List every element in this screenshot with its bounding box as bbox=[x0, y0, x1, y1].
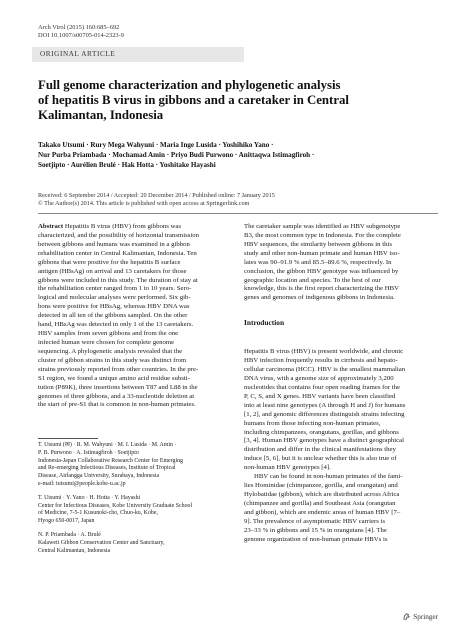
footnote-divider bbox=[38, 438, 98, 439]
intro-line: 23–33 % in gibbons and 15 % in orangutans [4]. The bbox=[244, 526, 387, 534]
abstract-line: knowledge, this is the first report characterizing the HBV bbox=[244, 285, 400, 293]
abstract-line: logical and molecular analyses were performed. Six gib- bbox=[38, 294, 191, 302]
abstract-line: antigen (HBsAg) on arrival and 13 caretakers for those bbox=[38, 267, 187, 275]
intro-line: [1, 2], and genomic differences distinguish strains infecting bbox=[244, 410, 405, 418]
article-type-label: ORIGINAL ARTICLE bbox=[40, 50, 116, 58]
abstract-line: geographic location and species. To the best of our bbox=[244, 276, 381, 284]
author-line: Nur Purba Priambada · Mochamad Amin · Priyo Budi Purwono · Anittaqwa Istimagfiroh · bbox=[38, 151, 315, 160]
affiliation-footnotes bbox=[38, 442, 232, 555]
publication-dates bbox=[38, 192, 438, 209]
affiliation-line: Center for Infectious Diseases, Kobe University Graduate School bbox=[38, 502, 193, 509]
intro-line: non-human HBV genotypes [4]. bbox=[244, 464, 331, 472]
springer-horse-icon bbox=[402, 612, 411, 621]
intro-line: induce [5, 6], but it is unclear whether this is also true of bbox=[244, 455, 397, 463]
abstract-line: infected human were chosen for complete genome bbox=[38, 338, 175, 346]
intro-line: distribution and differ in the clinical manifestations they bbox=[244, 446, 396, 454]
abstract-line: conclusion, the gibbon HBV genotype was influenced by bbox=[244, 267, 399, 275]
abstract-line: hand, HBsAg was detected in only 1 of the 13 caretakers. bbox=[38, 321, 194, 329]
abstract-line: bons were positive for HBsAg, whereas HBV DNA was bbox=[38, 303, 190, 311]
abstract-line: sequencing. A phylogenetic analysis revealed that the bbox=[38, 347, 183, 355]
author-line: Soetjipto · Aurélien Brulé · Hak Hotta · Yoshitake Hayashi bbox=[38, 161, 216, 170]
intro-line: cellular carcinoma (HCC). HBV is the smallest mammalian bbox=[244, 366, 406, 374]
affiliation-line: N. P. Priambada · A. Brulé bbox=[38, 531, 101, 538]
intro-paragraph bbox=[244, 348, 438, 473]
abstract bbox=[38, 223, 232, 410]
abstract-line: lates was 90–91.9 % and 85.5–89.6 %, respectively. In bbox=[244, 258, 392, 266]
abstract-line: rehabilitation center in Central Kalimantan, Indonesia. Ten bbox=[38, 249, 197, 257]
affiliation-block bbox=[38, 495, 232, 526]
intro-line: into at least nine genotypes (A through H and J) for humans bbox=[244, 401, 406, 409]
abstract-line: S1 region, we found a unique amino acid residue substi- bbox=[38, 374, 190, 382]
intro-line: and gibbon), which are endemic areas of human HBV [7– bbox=[244, 508, 401, 516]
title-line: of hepatitis B virus in gibbons and a caretaker in Central bbox=[38, 93, 349, 107]
abstract-line: the start of pre-S1 that is common in non-human primates. bbox=[38, 401, 196, 409]
abstract-line: study and other non-human primate and human HBV iso- bbox=[244, 249, 400, 257]
doi[interactable]: DOI 10.1007/s00705-014-2323-9 bbox=[38, 32, 124, 39]
section-heading-introduction: Introduction bbox=[244, 318, 285, 328]
affiliation-line: Central Kalimantan, Indonesia bbox=[38, 547, 111, 554]
affiliation-line: Disease, Airlangga University, Surabaya, Indonesia bbox=[38, 473, 160, 480]
publisher-logo bbox=[402, 612, 438, 621]
intro-line: humans from those infecting non-human primates, bbox=[244, 419, 381, 427]
intro-line: DNA virus, with a genome size of approximately 3,200 bbox=[244, 374, 394, 382]
intro-line: HBV can be found in non-human primates of the fami- bbox=[254, 473, 403, 481]
abstract-line: Hepatitis B virus (HBV) from gibbons was bbox=[64, 223, 182, 230]
author-list bbox=[38, 140, 438, 171]
affiliation-line: and Re-emerging Infectious Diseases, Institute of Tropical bbox=[38, 465, 176, 472]
abstract-line: cluster of gibbon strains in this study was distinct from bbox=[38, 356, 187, 364]
author-line: Takako Utsumi · Rury Mega Wahyuni · Maria Inge Lusida · Yoshihiko Yano · bbox=[38, 141, 274, 149]
affiliation-line: Kalaweit Gibbon Conservation Center and Sanctuary, bbox=[38, 539, 165, 546]
affiliation-block bbox=[38, 442, 232, 489]
abstract-line: gibbons were included in this study. The duration of stay at bbox=[38, 276, 198, 284]
abstract-line: HBV samples from seven gibbons and from the one bbox=[38, 330, 179, 338]
intro-line: Hepatitis B virus (HBV) is present worldwide, and chronic bbox=[244, 348, 404, 356]
copyright-line: © The Author(s) 2014. This article is published with open access at Springerlink.com bbox=[38, 200, 250, 208]
abstract-line: tution (P89K), three insertions between T87 and L88 in the bbox=[38, 383, 198, 391]
abstract-line: detected in all ten of the gibbons sampled. On the other bbox=[38, 312, 188, 320]
abstract-line: genomes of three gibbons, and a 33-nucleotide deletion at bbox=[38, 392, 195, 400]
header-divider bbox=[38, 213, 438, 214]
intro-line: HBV infection frequently results in cirrhosis and hepato- bbox=[244, 357, 398, 365]
intro-line: lies Hominidae (chimpanzee, gorilla, and orangutan) and bbox=[244, 482, 398, 490]
abstract-line: The caretaker sample was identified as HBV subgenotype bbox=[244, 223, 401, 230]
abstract-line: characterized, and the possibility of horizontal transmission bbox=[38, 231, 200, 239]
publisher-name: Springer bbox=[413, 612, 438, 621]
received-accepted-line: Received: 6 September 2014 / Accepted: 20 December 2014 / Published online: 7 January 2015 bbox=[38, 192, 275, 199]
affiliation-line: T. Utsumi (✉) · R. M. Wahyuni · M. I. Lusida · M. Amin · bbox=[38, 442, 177, 448]
left-column bbox=[38, 223, 232, 410]
abstract-line: B3, the most common type in Indonesia. For the complete bbox=[244, 231, 401, 239]
intro-paragraph bbox=[244, 473, 438, 544]
abstract-continued bbox=[244, 223, 438, 303]
abstract-line: between gibbons and humans was examined in a gibbon bbox=[38, 240, 190, 248]
affiliation-block bbox=[38, 532, 232, 555]
intro-line: genome organization of non-human primate HBVs is bbox=[244, 535, 388, 543]
intro-line: (chimpanzee and gorilla) and Southeast Asia (orangutan bbox=[244, 499, 396, 507]
abstract-line: genes and genomes of indigenous gibbons in Indonesia. bbox=[244, 294, 395, 302]
journal-citation: Arch Virol (2015) 160:685–692 bbox=[38, 24, 120, 31]
journal-reference bbox=[38, 24, 124, 40]
affiliation-line: Hyogo 650-0017, Japan bbox=[38, 518, 95, 525]
abstract-line: HBV sequences, the similarity between gibbons in this bbox=[244, 240, 392, 248]
right-column bbox=[244, 223, 438, 545]
intro-line: Hylobatidae (gibbon), which are distributed across Africa bbox=[244, 490, 400, 498]
title-line: Full genome characterization and phylogenetic analysis bbox=[38, 78, 341, 92]
intro-line: [3, 4]. Human HBV genotypes have a distinct geographical bbox=[244, 437, 404, 445]
abstract-line: strains previously reported from other countries. In the pre- bbox=[38, 365, 199, 373]
affiliation-line: Indonesia-Japan Collaborative Research Center for Emerging bbox=[38, 457, 183, 464]
intro-line: nucleotides that contains four open reading frames for the bbox=[244, 383, 400, 391]
abstract-line: gibbons that were positive for the hepatitis B surface bbox=[38, 258, 181, 266]
email-link[interactable]: e-mail: tutsumi@people.kobe-u.ac.jp bbox=[38, 480, 126, 487]
affiliation-line: P. B. Purwono · A. Istimagfiroh · Soetjipto bbox=[38, 449, 139, 456]
affiliation-line: T. Utsumi · Y. Yano · H. Hotta · Y. Hayashi bbox=[38, 494, 141, 501]
paper-title bbox=[38, 78, 438, 123]
intro-line: 9]. The prevalence of asymptomatic HBV carriers is bbox=[244, 517, 386, 525]
abstract-line: the rehabilitation center ranged from 1 to 10 years. Sero- bbox=[38, 285, 192, 293]
intro-line: including chimpanzees, orangutans, gorillas, and gibbons bbox=[244, 428, 399, 436]
abstract-heading: Abstract bbox=[38, 223, 64, 230]
affiliation-line: of Medicine, 7-5-1 Kusunoki-cho, Chuo-ku, Kobe, bbox=[38, 510, 158, 517]
intro-line: P, C, S, and X genes. HBV variants have been classified bbox=[244, 392, 396, 400]
title-line: Kalimantan, Indonesia bbox=[38, 108, 164, 122]
